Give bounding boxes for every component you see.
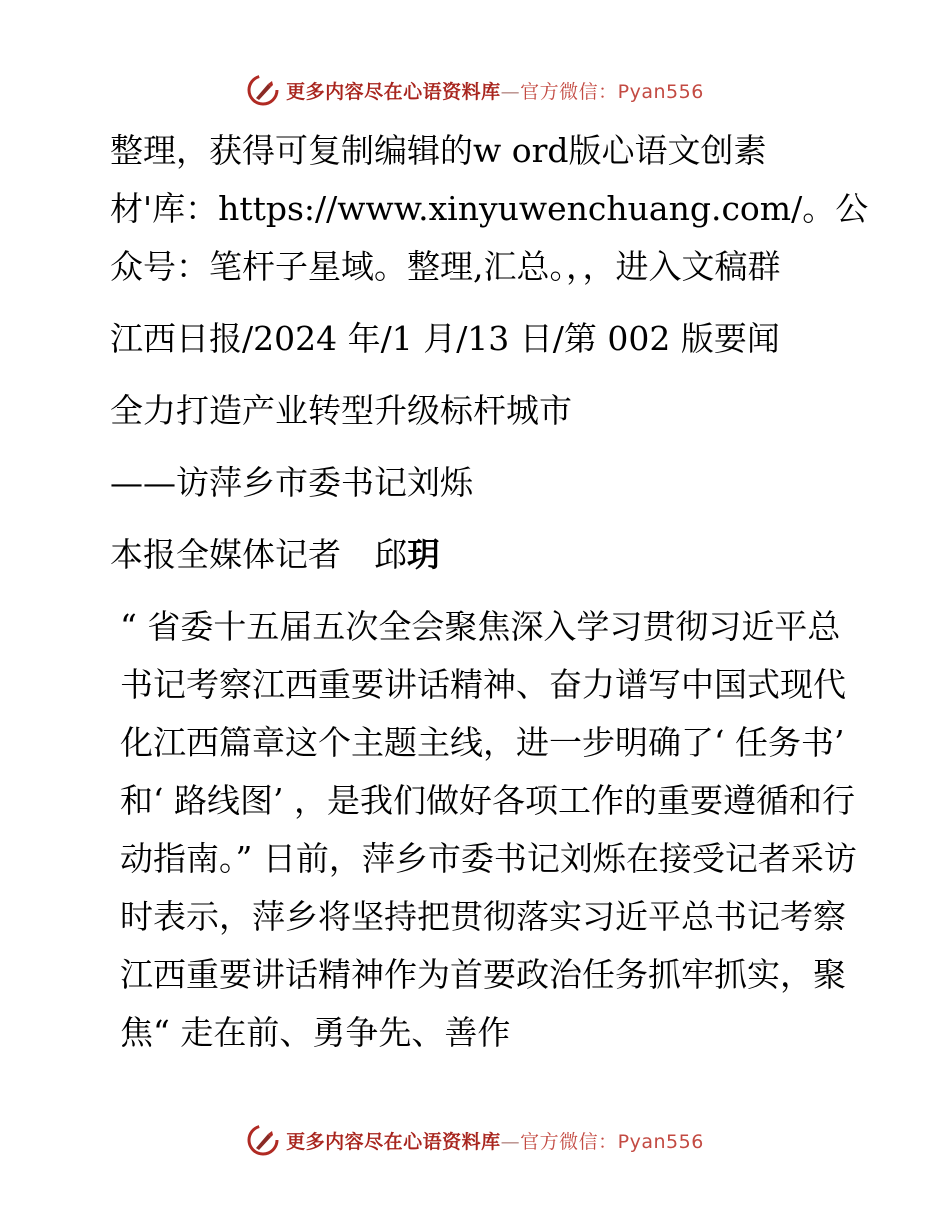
watermark-main-text-bottom: 更多内容尽在心语资料库 — [286, 1130, 501, 1153]
watermark-content — [246, 73, 704, 107]
intro-paragraph: 整理，获得可复制编辑的w ord版心语文创素材'库：https://www.xinyuwenchuang.com/。公众号：笔杆子星域。整理,汇总。，，进入文稿群 — [110, 131, 869, 286]
watermark-text — [286, 77, 704, 104]
header-watermark — [0, 70, 950, 110]
watermark-separator: — — [500, 80, 521, 103]
watermark-text-bottom — [286, 1127, 704, 1154]
article-subtitle: ——访萍乡市委书记刘烁 — [110, 463, 473, 502]
watermark-separator-bottom: — — [500, 1130, 521, 1153]
byline — [100, 526, 870, 584]
byline-name: 玥 — [407, 535, 440, 574]
pen-nib-logo-icon — [246, 1123, 280, 1157]
article-title: 全力打造产业转型升级标杆城市 — [110, 391, 572, 430]
byline-prefix: 本报全媒体记者 邱 — [110, 535, 407, 574]
watermark-content-bottom — [246, 1123, 704, 1157]
document-body — [100, 122, 870, 1062]
watermark-main-text: 更多内容尽在心语资料库 — [286, 80, 501, 103]
source-line: 江西日报/2024 年/1 月/13 日/第 002 版要闻 — [110, 319, 780, 358]
footer-watermark — [0, 1120, 950, 1160]
pen-nib-logo-icon — [246, 73, 280, 107]
body-paragraph: “ 省委十五届五次全会聚焦深入学习贯彻习近平总书记考察江西重要讲话精神、奋力谱写中国式现代化江西篇章这个主题主线，进一步明确了‘ 任务书’ 和‘ 路线图’ ，是我们做好各项工作的重要遵循和行动指南。” 日前，萍乡市委书记刘烁在接受记者采访时表示，萍乡将坚持把贯彻落实习近平总书记考察江西重要讲话精神作为首要政治任务抓牢抓实，聚焦“ 走在前、勇争先、善作 — [120, 607, 857, 1052]
watermark-contact: 官方微信：Pyan556 — [520, 80, 704, 103]
watermark-contact-bottom: 官方微信：Pyan556 — [520, 1130, 704, 1153]
